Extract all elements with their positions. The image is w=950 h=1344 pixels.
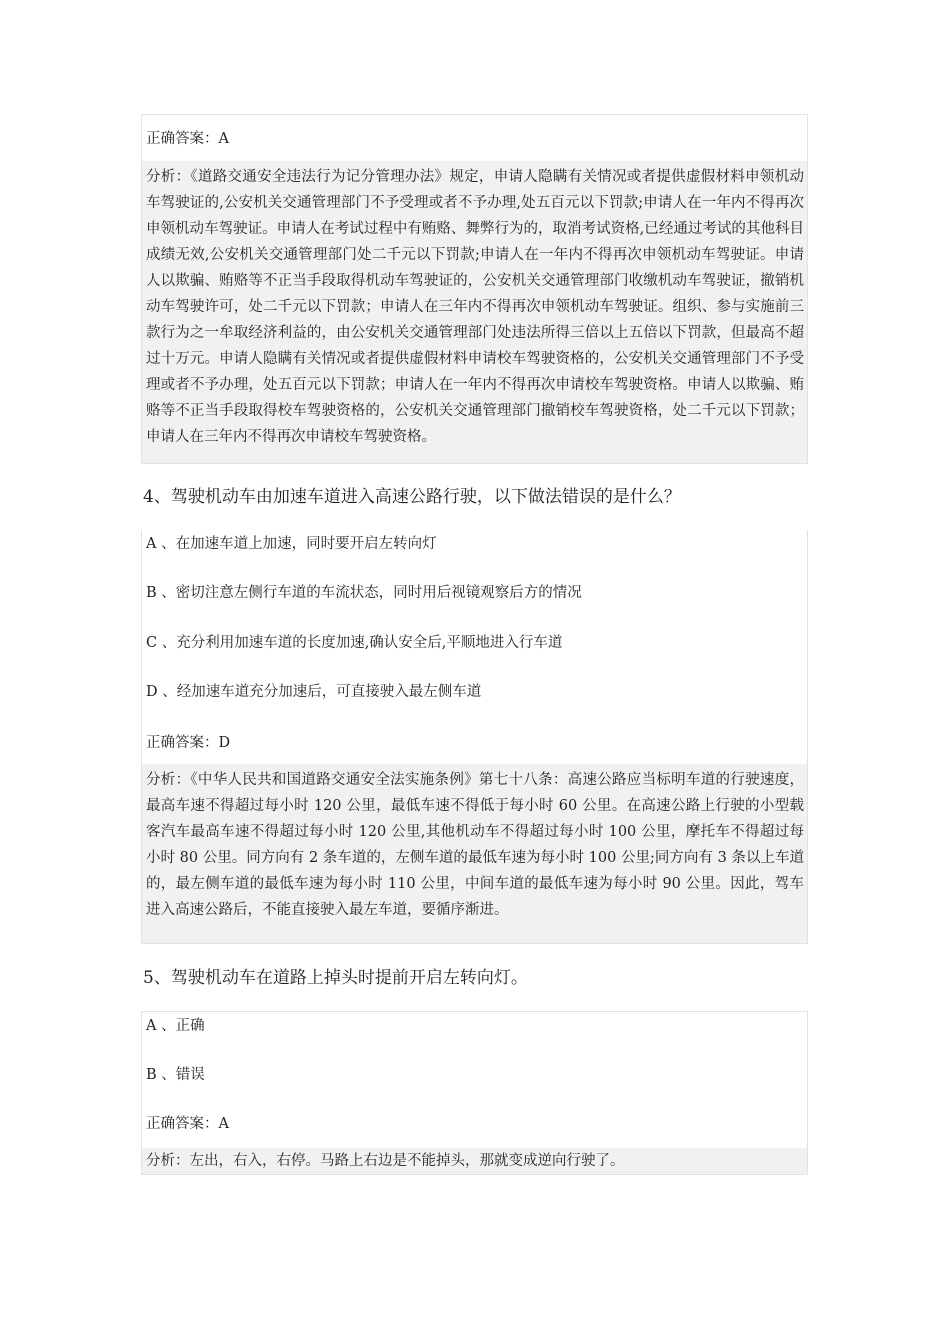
q5-question: 5、驾驶机动车在道路上掉头时提前开启左转向灯。: [143, 968, 528, 988]
q4-analysis: 分析：《中华人民共和国道路交通安全法实施条例》第七十八条：高速公路应当标明车道的行驶速度，最高车速不得超过每小时 120 公里，最低车速不得低于每小时 60 公里。在高速公路上行驶的小型载客汽车最高车速不得超过每小时 120 公里,其他机动车不得超过每小时 100 公里，摩托车不得超过每小时 80 公里。同方向有 2 条车道的，左侧车道的最低车速为每小时 100 公里;同方向有 3 条以上车道的，最左侧车道的最低车速为每小时 110 公里，中间车道的最低车速为每小时 90 公里。因此，驾车进入高速公路后，不能直接驶入最左车道，要循序渐进。: [142, 764, 807, 943]
q3-answer-block: [141, 114, 808, 464]
q4-option-d: D 、经加速车道充分加速后，可直接驶入最左侧车道: [146, 684, 482, 700]
q4-options-block: [141, 530, 808, 944]
q4-option-c: C 、充分利用加速车道的长度加速,确认安全后,平顺地进入行车道: [146, 635, 563, 651]
q4-correct-answer: 正确答案：D: [146, 735, 231, 751]
q5-analysis: 分析：左出，右入，右停。马路上右边是不能掉头，那就变成逆向行驶了。: [142, 1148, 807, 1174]
q5-options-block: [141, 1011, 808, 1175]
q5-correct-answer: 正确答案：A: [146, 1116, 229, 1132]
q5-option-a: A 、正确: [146, 1018, 205, 1034]
q4-option-a: A 、在加速车道上加速，同时要开启左转向灯: [146, 536, 437, 552]
q3-correct-answer: 正确答案：A: [146, 131, 229, 147]
q4-option-b: B 、密切注意左侧行车道的车流状态，同时用后视镜观察后方的情况: [146, 585, 582, 601]
q5-option-b: B 、错误: [146, 1067, 205, 1083]
q4-question: 4、驾驶机动车由加速车道进入高速公路行驶，以下做法错误的是什么？: [143, 487, 681, 507]
q3-analysis: 分析：《道路交通安全违法行为记分管理办法》规定，申请人隐瞒有关情况或者提供虚假材料申领机动车驾驶证的,公安机关交通管理部门不予受理或者不予办理,处五百元以下罚款;申请人在一年内不得再次申领机动车驾驶证。申请人在考试过程中有贿赂、舞弊行为的，取消考试资格,已经通过考试的其他科目成绩无效,公安机关交通管理部门处二千元以下罚款;申请人在一年内不得再次申领机动车驾驶证。申请人以欺骗、贿赂等不正当手段取得机动车驾驶证的，公安机关交通管理部门收缴机动车驾驶证，撤销机动车驾驶许可，处二千元以下罚款；申请人在三年内不得再次申领机动车驾驶证。组织、参与实施前三款行为之一牟取经济利益的，由公安机关交通管理部门处违法所得三倍以上五倍以下罚款，但最高不超过十万元。申请人隐瞒有关情况或者提供虚假材料申请校车驾驶资格的，公安机关交通管理部门不予受理或者不予办理，处五百元以下罚款；申请人在一年内不得再次申请校车驾驶资格。申请人以欺骗、贿赂等不正当手段取得校车驾驶资格的，公安机关交通管理部门撤销校车驾驶资格，处二千元以下罚款；申请人在三年内不得再次申请校车驾驶资格。: [142, 161, 807, 463]
